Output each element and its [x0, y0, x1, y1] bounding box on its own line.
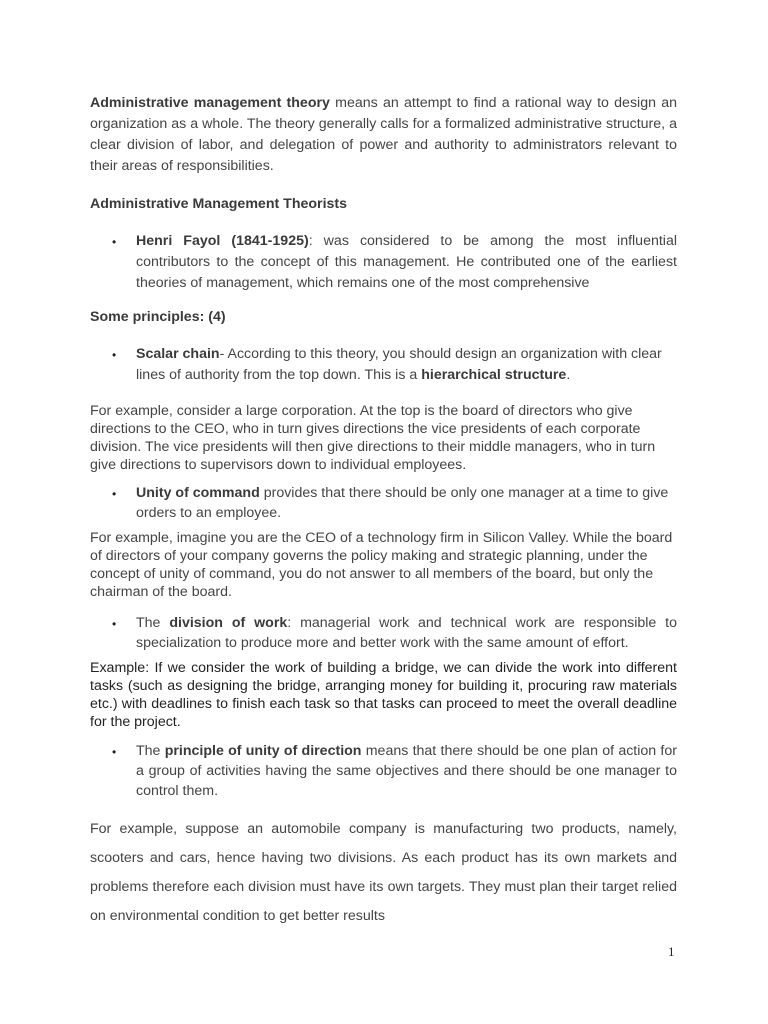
direction-example: For example, suppose an automobile company is manufacturing two products, namely, scooters and cars, hence having two divisions. As each product has its own markets and problems therefore each division must have its own targets. They must plan their target relied on environmental condition to get better results [90, 821, 677, 924]
direction-item: The principle of unity of direction means that there should be one plan of action for a group of activities having the same objectives and there should be one manager to control them. [136, 743, 677, 799]
scalar-item: Scalar chain- According to this theory, you should design an organization with clear lines of authority from the top down. This is a hierarchical structure. [136, 346, 662, 383]
scalar-term: Scalar chain [136, 346, 220, 362]
intro-text: means an attempt to find a rational way to design an organization as a whole. The theory generally calls for a formalized administrative structure, a clear division of labor, and delegation of power and authority to administrators relevant to their areas of responsibilities. [90, 95, 677, 174]
bullet-icon: • [112, 235, 117, 249]
division-term: division of work [169, 615, 288, 631]
fayol-item [136, 231, 677, 294]
unity-command-term: Unity of command [136, 485, 260, 501]
bullet-icon: • [112, 745, 117, 759]
bullet-icon: • [112, 617, 117, 631]
intro-term: Administrative management theory [90, 95, 330, 111]
principles-heading: Some principles: (4) [90, 309, 226, 325]
intro-paragraph [90, 93, 677, 177]
hierarchical-term: hierarchical structure [421, 367, 567, 383]
unity-command-item [136, 483, 677, 523]
bullet-icon: • [112, 348, 117, 362]
unity-command-example: For example, imagine you are the CEO of a technology firm in Silicon Valley. While the board of directors of your company governs the policy making and strategic planning, under the concept of unity of command, you do not answer to all members of the board, but only the chairman of the board. [90, 530, 673, 600]
fayol-text: : was considered to be among the most influential contributors to the concept of this management. He contributed one of the earliest theories of management, which remains one of the most comprehensive [136, 233, 677, 291]
division-example: Example: If we consider the work of building a bridge, we can divide the work into different tasks (such as designing the bridge, arranging money for building it, procuring raw materials etc.) with deadlines to finish each task so that tasks can proceed to meet the overall deadline for the project. [90, 660, 677, 730]
bullet-icon: • [112, 487, 117, 501]
direction-term: principle of unity of direction [164, 743, 362, 759]
scalar-text: - According to this theory, you should design an organization with clear lines of authority from the top down. This is a [136, 346, 662, 383]
direction-text: means that there should be one plan of action for a group of activities having the same objectives and there should be one manager to control them. [136, 743, 677, 799]
scalar-example: For example, consider a large corporation. At the top is the board of directors who give directions to the CEO, who in turn gives directions the vice presidents of each corporate division. The vice presidents will then give directions to their middle managers, who in turn give directions to supervisors down to individual employees. [90, 403, 656, 473]
page-number: 1 [668, 944, 675, 959]
division-text: : managerial work and technical work are responsible to specialization to produce more and better work with the same amount of effort. [136, 615, 677, 651]
division-item: The division of work: managerial work and technical work are responsible to specialization to produce more and better work with the same amount of effort. [136, 615, 677, 651]
fayol-name: Henri Fayol (1841-1925) [136, 233, 309, 249]
theorists-heading: Administrative Management Theorists [90, 196, 348, 212]
unity-command-text: provides that there should be only one manager at a time to give orders to an employee. [136, 485, 669, 521]
